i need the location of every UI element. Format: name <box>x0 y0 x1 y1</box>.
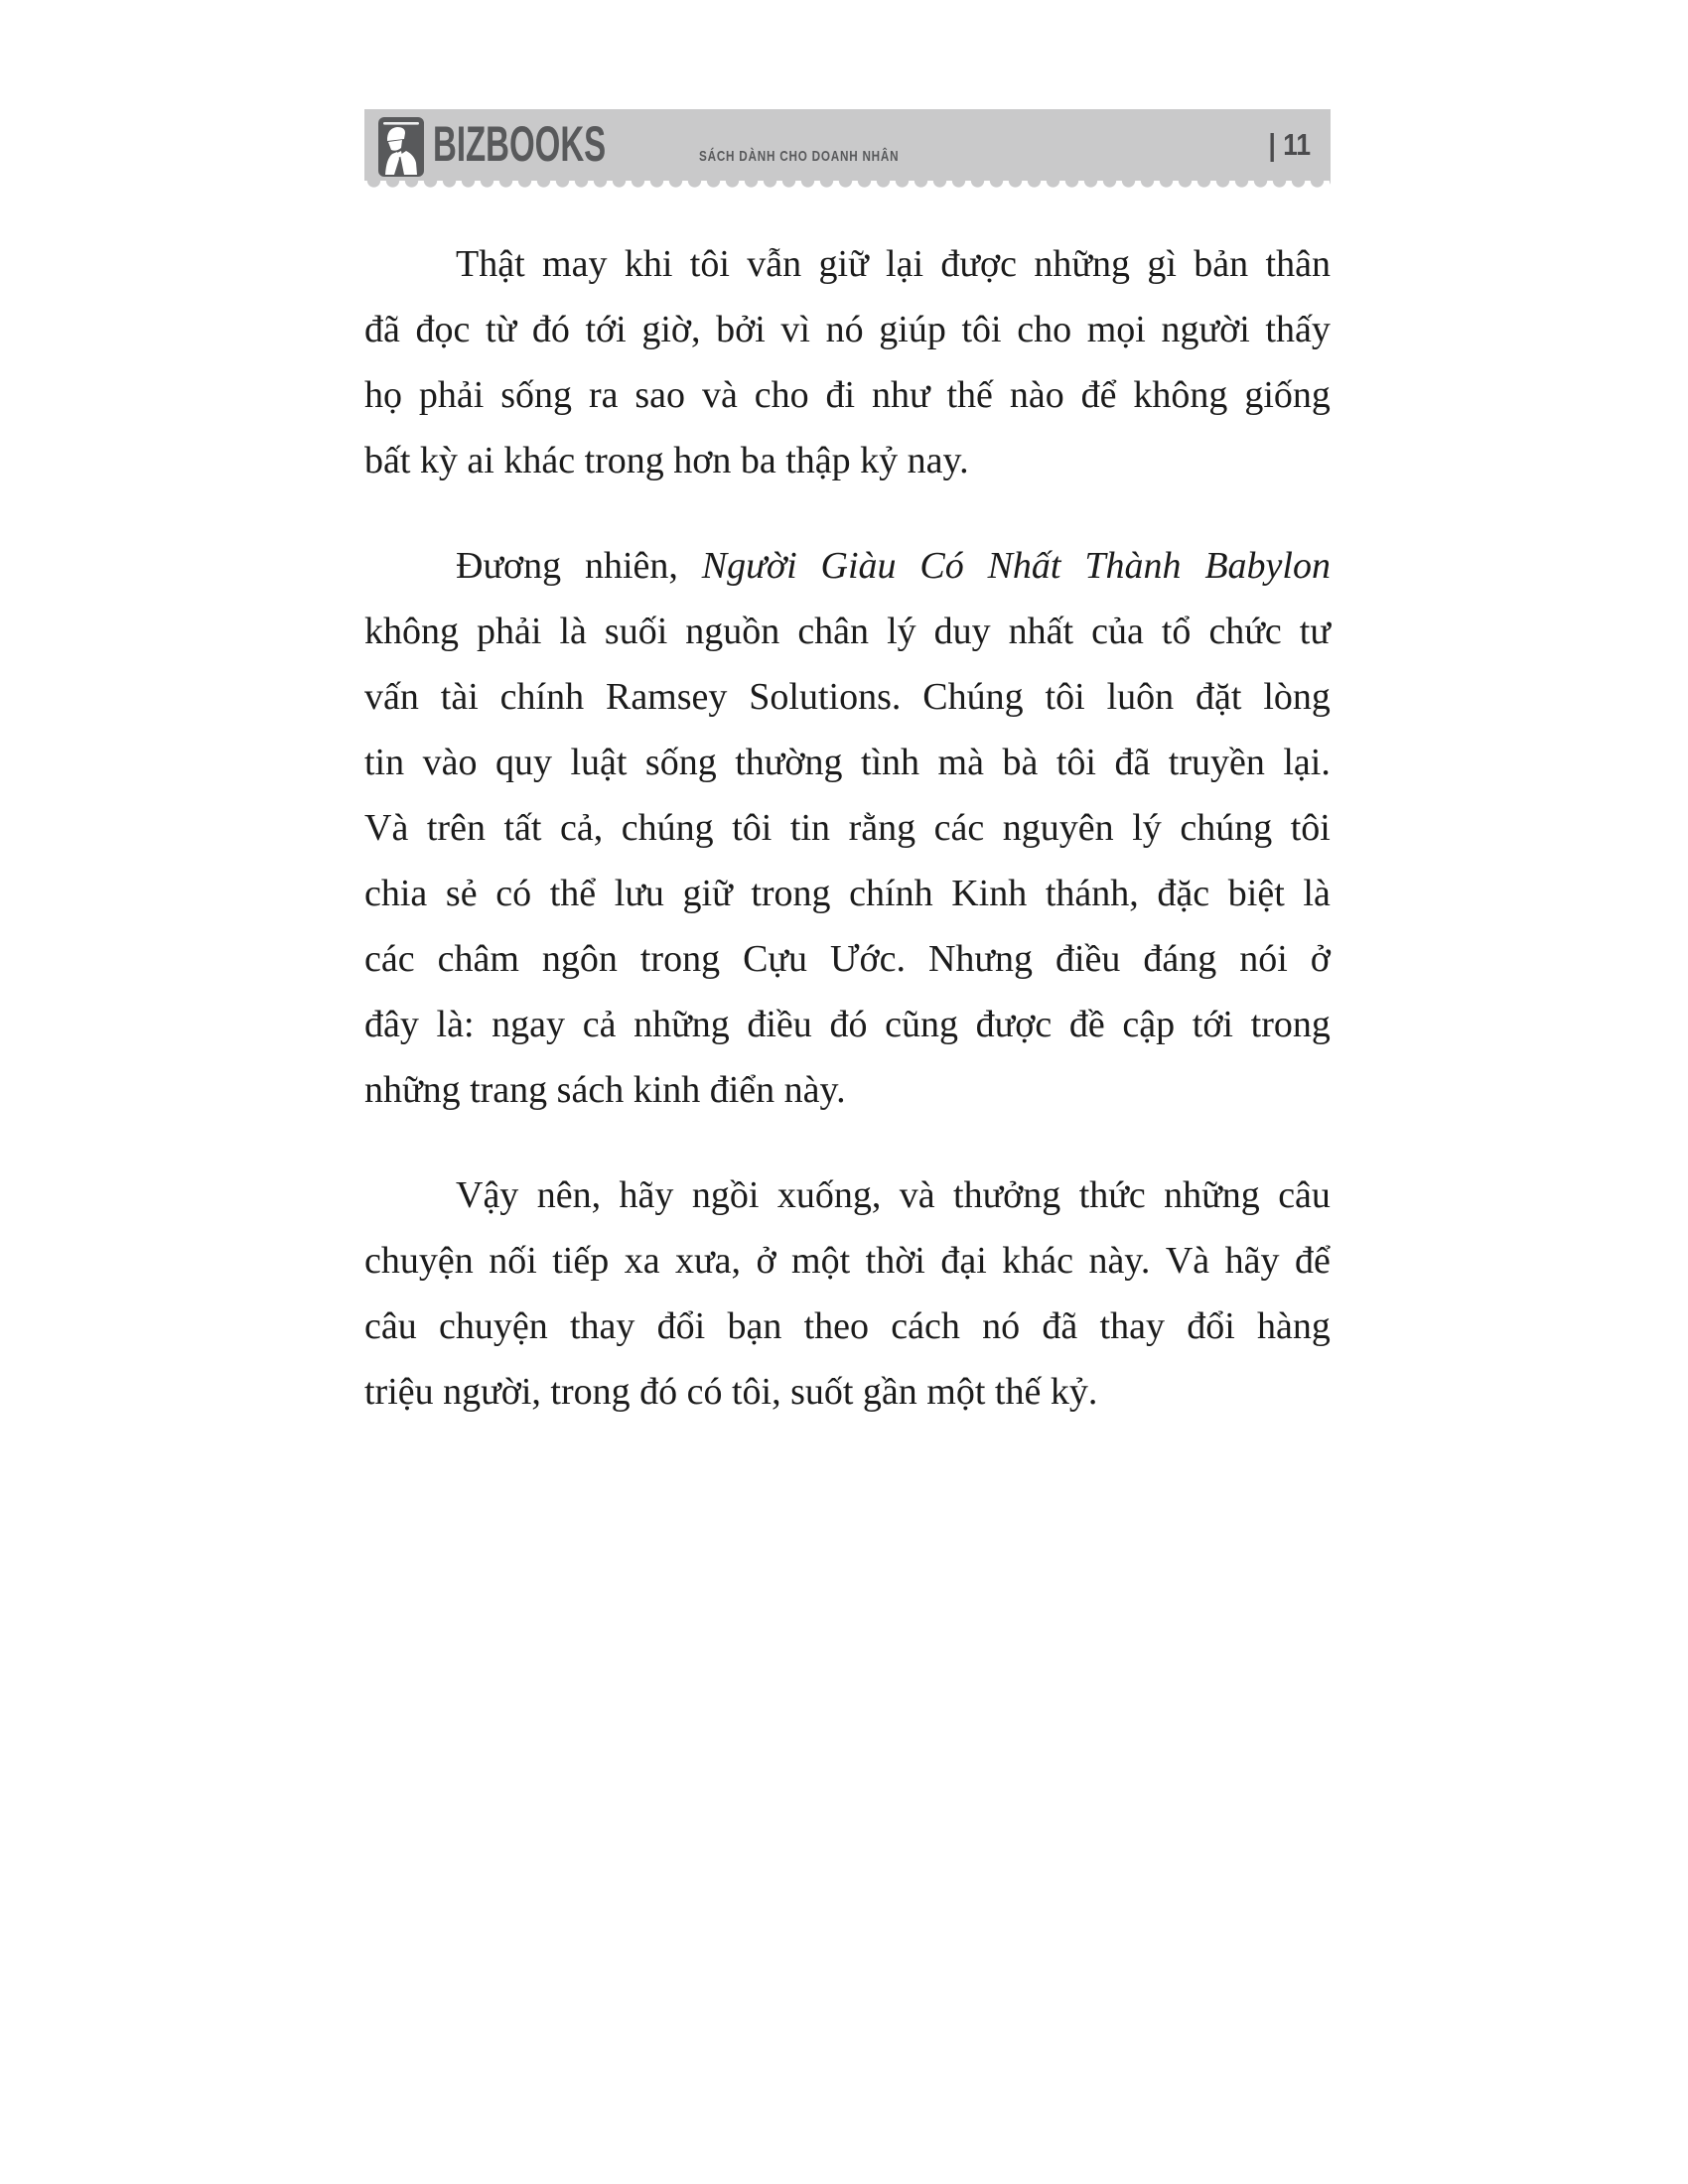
paragraph <box>364 533 1331 1123</box>
brand-books: BOOKS <box>486 116 607 172</box>
text-line: họ phải sống ra sao và cho đi như thế nào để không giống <box>364 374 1331 416</box>
text-line: Đương nhiên, Người Giàu Có Nhất Thành Babylon <box>456 545 1331 587</box>
text-line: tin vào quy luật sống thường tình mà bà tôi đã truyền lại. <box>364 742 1331 783</box>
text-line: chuyện nối tiếp xa xưa, ở một thời đại khác này. Và hãy để <box>364 1240 1331 1282</box>
text-line: triệu người, trong đó có tôi, suốt gần một thế kỷ. <box>364 1371 1098 1413</box>
header-banner <box>364 109 1331 181</box>
text-line: vấn tài chính Ramsey Solutions. Chúng tôi luôn đặt lòng <box>364 676 1331 718</box>
text-line: Vậy nên, hãy ngồi xuống, và thưởng thức những câu <box>456 1174 1331 1216</box>
brand-subtitle: SÁCH DÀNH CHO DOANH NHÂN <box>698 148 900 165</box>
page-number: | 11 <box>1268 127 1311 162</box>
text-line: không phải là suối nguồn chân lý duy nhất của tổ chức tư <box>364 611 1331 652</box>
businessman-book-icon <box>378 117 424 177</box>
text-line: đây là: ngay cả những điều đó cũng được đề cập tới trong <box>364 1004 1331 1045</box>
paragraph <box>364 231 1331 493</box>
paragraph <box>364 1162 1331 1425</box>
text-line: chia sẻ có thể lưu giữ trong chính Kinh thánh, đặc biệt là <box>364 873 1331 914</box>
brand-biz: BIZ <box>433 116 487 172</box>
text-line: Và trên tất cả, chúng tôi tin rằng các nguyên lý chúng tôi <box>364 807 1331 849</box>
logo-text <box>433 116 955 172</box>
text-line: những trang sách kinh điển này. <box>364 1069 846 1111</box>
text-line: các châm ngôn trong Cựu Ước. Nhưng điều đáng nói ở <box>364 938 1331 980</box>
bizbooks-logo <box>378 113 955 177</box>
brand-name <box>433 116 607 172</box>
text-line: câu chuyện thay đổi bạn theo cách nó đã thay đổi hàng <box>364 1305 1331 1347</box>
body-text <box>364 231 1331 1425</box>
text-line: bất kỳ ai khác trong hơn ba thập kỷ nay. <box>364 440 969 481</box>
text-line: Thật may khi tôi vẫn giữ lại được những gì bản thân <box>456 243 1331 285</box>
text-line: đã đọc từ đó tới giờ, bởi vì nó giúp tôi cho mọi người thấy <box>364 309 1331 350</box>
